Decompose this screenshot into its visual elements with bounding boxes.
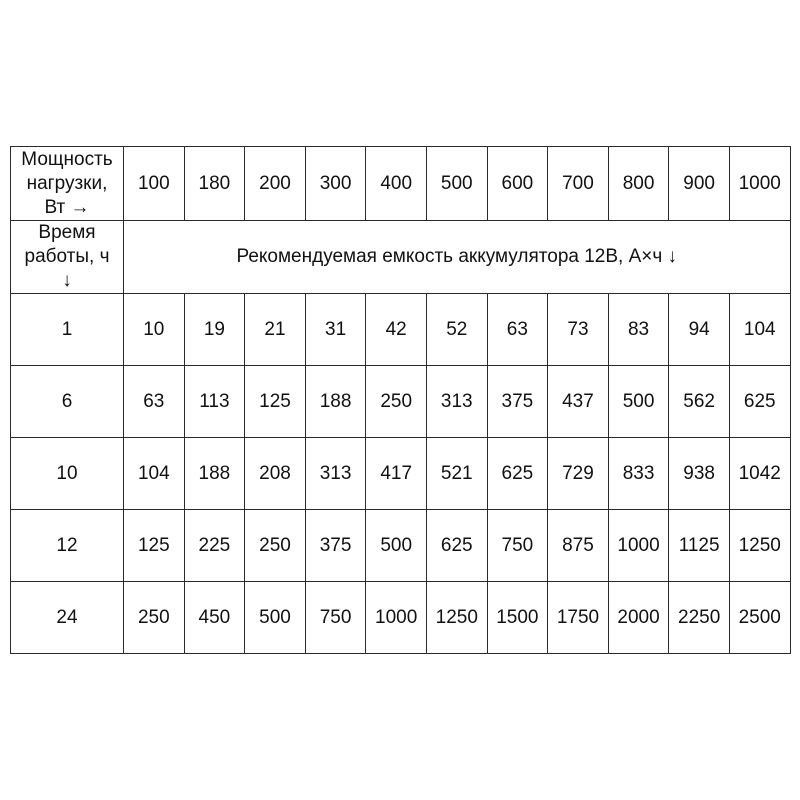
hours-cell: 10 — [11, 438, 124, 510]
capacity-cell: 875 — [548, 510, 609, 582]
capacity-cell: 750 — [305, 582, 366, 654]
capacity-cell: 500 — [245, 582, 306, 654]
capacity-cell: 21 — [245, 294, 306, 366]
capacity-cell: 562 — [669, 366, 730, 438]
capacity-cell: 2250 — [669, 582, 730, 654]
capacity-cell: 417 — [366, 438, 427, 510]
power-axis-label — [11, 147, 124, 221]
capacity-cell: 2000 — [608, 582, 669, 654]
capacity-cell: 104 — [124, 438, 185, 510]
power-value-200: 200 — [245, 147, 306, 221]
capacity-cell: 31 — [305, 294, 366, 366]
capacity-cell: 94 — [669, 294, 730, 366]
capacity-cell: 73 — [548, 294, 609, 366]
power-value-600: 600 — [487, 147, 548, 221]
hours-cell: 1 — [11, 294, 124, 366]
capacity-cell: 2500 — [729, 582, 790, 654]
capacity-cell: 19 — [184, 294, 245, 366]
capacity-cell: 313 — [426, 366, 487, 438]
capacity-cell: 1250 — [426, 582, 487, 654]
capacity-cell: 125 — [245, 366, 306, 438]
capacity-cell: 625 — [729, 366, 790, 438]
capacity-cell: 104 — [729, 294, 790, 366]
capacity-cell: 63 — [487, 294, 548, 366]
power-value-400: 400 — [366, 147, 427, 221]
capacity-cell: 313 — [305, 438, 366, 510]
capacity-cell: 1250 — [729, 510, 790, 582]
capacity-cell: 500 — [366, 510, 427, 582]
hours-axis-label-line-2: работы, ч — [24, 246, 110, 267]
capacity-cell: 1750 — [548, 582, 609, 654]
hours-axis-label-line-1: Время — [38, 222, 96, 243]
power-value-300: 300 — [305, 147, 366, 221]
capacity-cell: 83 — [608, 294, 669, 366]
capacity-cell: 188 — [305, 366, 366, 438]
power-value-500: 500 — [426, 147, 487, 221]
capacity-cell: 1000 — [608, 510, 669, 582]
hours-axis-label-line-3: ↓ — [62, 270, 72, 291]
data-rows — [11, 294, 791, 654]
power-value-900: 900 — [669, 147, 730, 221]
capacity-cell: 750 — [487, 510, 548, 582]
capacity-cell: 250 — [124, 582, 185, 654]
capacity-cell: 52 — [426, 294, 487, 366]
capacity-cell: 833 — [608, 438, 669, 510]
table-row — [11, 510, 791, 582]
capacity-cell: 42 — [366, 294, 427, 366]
hours-cell: 24 — [11, 582, 124, 654]
power-value-800: 800 — [608, 147, 669, 221]
hours-axis-label — [11, 221, 124, 294]
capacity-cell: 125 — [124, 510, 185, 582]
capacity-cell: 437 — [548, 366, 609, 438]
capacity-cell: 500 — [608, 366, 669, 438]
capacity-cell: 188 — [184, 438, 245, 510]
capacity-cell: 1000 — [366, 582, 427, 654]
capacity-cell: 113 — [184, 366, 245, 438]
capacity-cell: 375 — [305, 510, 366, 582]
capacity-cell: 208 — [245, 438, 306, 510]
capacity-cell: 625 — [487, 438, 548, 510]
table-row — [11, 582, 791, 654]
capacity-cell: 225 — [184, 510, 245, 582]
capacity-cell: 250 — [366, 366, 427, 438]
capacity-cell: 250 — [245, 510, 306, 582]
capacity-cell: 625 — [426, 510, 487, 582]
hours-cell: 6 — [11, 366, 124, 438]
capacity-cell: 1042 — [729, 438, 790, 510]
capacity-cell: 938 — [669, 438, 730, 510]
power-axis-label-line-3: Вт → — [44, 196, 90, 218]
power-value-1000: 1000 — [729, 147, 790, 221]
subheader-row — [11, 221, 791, 294]
power-value-180: 180 — [184, 147, 245, 221]
power-header-row — [11, 147, 791, 221]
capacity-cell: 1500 — [487, 582, 548, 654]
table-row — [11, 294, 791, 366]
capacity-cell: 10 — [124, 294, 185, 366]
power-axis-label-line-1: Мощность — [21, 148, 113, 170]
capacity-cell: 375 — [487, 366, 548, 438]
capacity-span-label: Рекомендуемая емкость аккумулятора 12В, А×ч ↓ — [124, 221, 791, 294]
table-row — [11, 438, 791, 510]
battery-capacity-table — [10, 146, 791, 654]
capacity-cell: 1125 — [669, 510, 730, 582]
capacity-cell: 729 — [548, 438, 609, 510]
capacity-cell: 450 — [184, 582, 245, 654]
capacity-cell: 63 — [124, 366, 185, 438]
table-row — [11, 366, 791, 438]
power-value-700: 700 — [548, 147, 609, 221]
power-axis-label-line-2: нагрузки, — [26, 172, 108, 194]
power-value-100: 100 — [124, 147, 185, 221]
hours-cell: 12 — [11, 510, 124, 582]
capacity-cell: 521 — [426, 438, 487, 510]
